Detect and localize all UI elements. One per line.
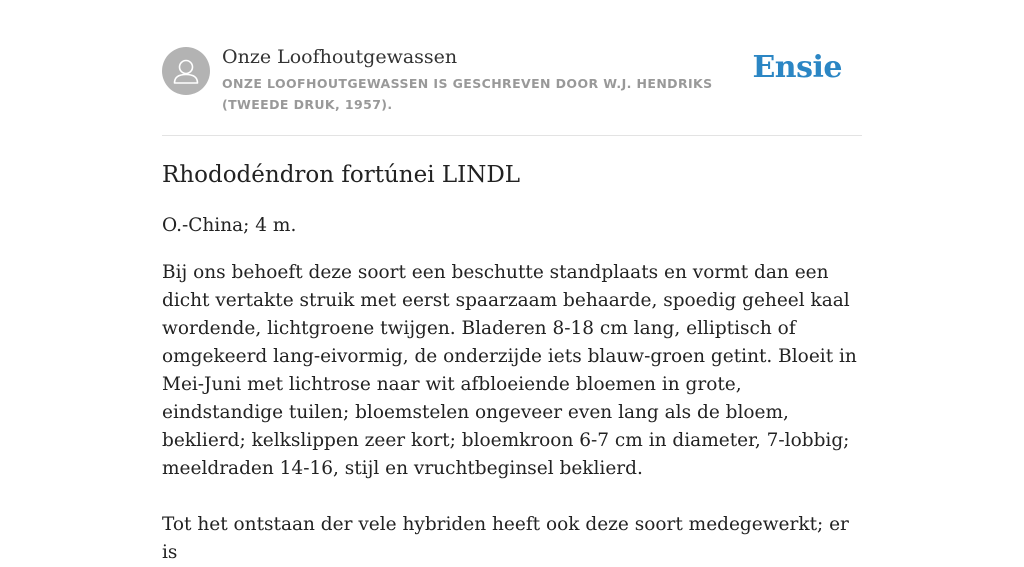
publication-header [162, 0, 862, 136]
publication-avatar[interactable] [162, 47, 210, 95]
publication-name[interactable]: Onze Loofhoutgewassen [222, 46, 458, 68]
page-container [162, 0, 862, 567]
user-icon [162, 47, 210, 95]
brand-logo[interactable]: Ensie [752, 50, 842, 85]
article-title: Rhododéndron fortúnei LINDL [162, 162, 521, 188]
publication-description: ONZE LOOFHOUTGEWASSEN IS GESCHREVEN DOOR W.J. HENDRIKS (TWEEDE DRUK, 1957). [222, 76, 713, 112]
article-paragraph: Tot het ontstaan der vele hybriden heeft ook deze soort medegewerkt; er is [162, 514, 849, 563]
article [162, 136, 862, 567]
article-origin: O.-China; 4 m. [162, 215, 297, 236]
article-paragraph: Bij ons behoeft deze soort een beschutte standplaats en vormt dan een dicht vertakte struik met eerst spaarzaam behaarde, spoedig geheel kaal wordende, lichtgroene twijgen. Bladeren 8-18 cm lang, elliptisch of omgekeerd lang-eivormig, de onderzijde iets blauw-groen getint. Bloeit in Mei-Juni met lichtrose naar wit afbloeiende bloemen in grote, eindstandige tuilen; bloemstelen ongeveer even lang als de bloem, beklierd; kelkslippen zeer kort; bloemkroon 6-7 cm in diameter, 7-lobbig; meeldraden 14-16, stijl en vruchtbeginsel beklierd. [162, 262, 857, 479]
